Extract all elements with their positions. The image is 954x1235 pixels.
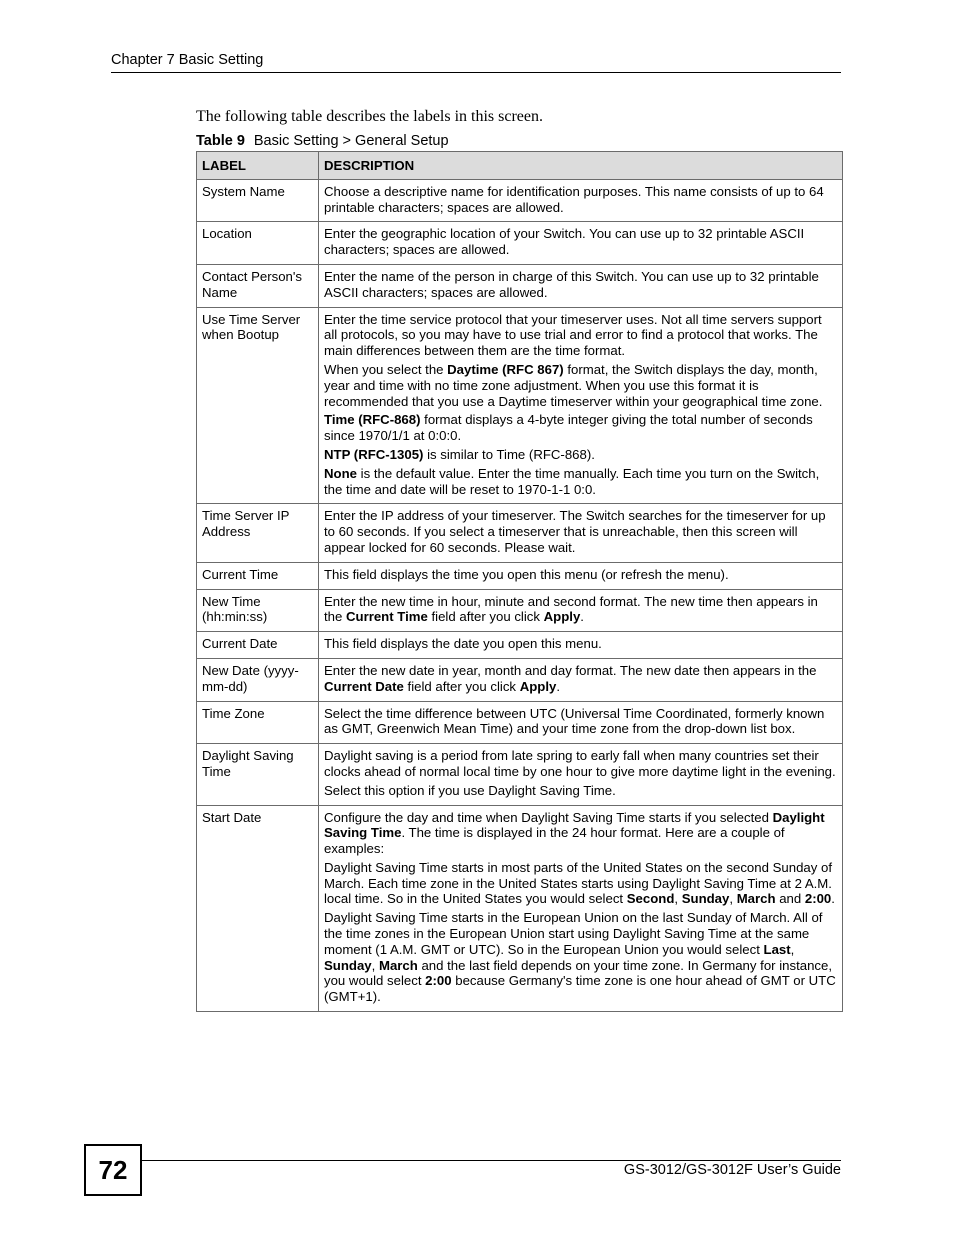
text-segment: Select the time difference between UTC (Universal Time Coordinated, formerly known as GMT, Greenwich Mean Time) and your time zone from the drop-down list box. [324,705,825,737]
intro-text: The following table describes the labels in this screen. [196,108,544,125]
text-segment: This field displays the date you open this menu. [324,636,602,652]
row-description [319,264,843,307]
text-segment: . [556,678,560,694]
description-table [196,151,843,1012]
table-row [197,701,843,744]
text-segment: . The time is displayed in the 24 hour format. Here are a couple of examples: [324,825,785,857]
text-segment: This field displays the time you open this menu (or refresh the menu). [324,566,729,582]
label-column-header: LABEL [197,152,319,180]
bold-term: March [736,891,776,907]
row-description [319,744,843,805]
bold-term: NTP (RFC-1305) [324,446,424,462]
text-segment: , [790,941,795,957]
text-segment: Daylight Saving Time starts in most parts of the United States on the second Sunday of March. Each time zone in the United States starts using Daylight Saving Time at 2 A.M. local time. So in the United States you would select [324,859,832,907]
table-header-row [197,152,843,180]
bold-term: Apply [519,678,557,694]
description-column-header: DESCRIPTION [319,152,843,180]
bold-term: 2:00 [804,891,832,907]
table-row [197,179,843,222]
description-paragraph [324,663,837,695]
text-segment: . [580,609,584,625]
text-segment: format displays a 4-byte integer giving the total number of seconds since 1970/1/1 at 0:0:0. [324,412,813,444]
row-description [319,179,843,222]
row-description [319,632,843,659]
page-number-box [84,1144,142,1196]
description-paragraph [324,748,837,780]
text-segment: , [729,891,737,907]
text-segment: , [371,957,379,973]
description-paragraph [324,269,837,301]
row-label: Use Time Server when Bootup [197,307,319,504]
text-segment: Enter the geographic location of your Switch. You can use up to 32 printable ASCII characters; spaces are allowed. [324,226,805,258]
text-segment: , [674,891,682,907]
description-paragraph [324,312,837,359]
text-segment: field after you click [427,609,544,625]
bold-term: Daylight Saving Time [324,809,825,841]
table-body [197,179,843,1011]
row-label: Current Date [197,632,319,659]
bold-term: Apply [543,609,581,625]
description-paragraph [324,706,837,738]
guide-title: GS-3012/GS-3012F User’s Guide [623,1162,841,1178]
table-row [197,632,843,659]
row-label: Contact Person's Name [197,264,319,307]
page-number: 72 [98,1154,128,1185]
row-description [319,701,843,744]
row-description [319,222,843,265]
text-segment: Daylight saving is a period from late spring to early fall when many countries set their clocks ahead of normal local time by one hour to give more daytime light in the evening. [324,748,836,779]
row-label: Location [197,222,319,265]
row-label: Time Zone [197,701,319,744]
row-label: Time Server IP Address [197,504,319,562]
table-number: Table 9 [196,133,245,149]
table-row [197,307,843,504]
row-label: System Name [197,179,319,222]
description-paragraph [324,184,837,216]
table-row [197,504,843,562]
text-segment: format, the Switch displays the day, month, year and time with no time zone adjustment. When you use this format it is recommended that you use a Daytime timeserver within your geographical time zone. [324,361,823,409]
row-description [319,307,843,504]
row-description [319,589,843,632]
description-paragraph [324,447,837,463]
text-segment: Enter the IP address of your timeserver. The Switch searches for the timeserver for up to 60 seconds. If you select a timeserver that is unreachable, then this screen will appear locked for 60 seconds. Please wait. [324,508,826,555]
table-row [197,222,843,265]
text-segment: Select this option if you use Daylight Saving Time. [324,782,616,798]
row-label: New Time (hh:min:ss) [197,589,319,632]
row-description [319,658,843,701]
text-segment: Enter the new time in hour, minute and second format. The new time then appears in the [324,593,818,625]
description-paragraph [324,412,837,444]
description-paragraph [324,362,837,409]
row-description [319,504,843,562]
text-segment: and [775,891,805,907]
bold-term: March [378,957,418,973]
text-segment: is similar to Time (RFC-868). [423,446,595,462]
text-segment: Configure the day and time when Daylight Saving Time starts if you selected [324,809,773,825]
bold-term: Second [626,891,675,907]
bold-term: Current Time [346,609,428,625]
bold-term: Time (RFC-868) [324,412,421,428]
text-segment: Choose a descriptive name for identification purposes. This name consists of up to 64 printable characters; spaces are allowed. [324,183,824,215]
row-label: Start Date [197,805,319,1012]
row-description [319,562,843,589]
bold-term: Sunday [681,891,730,907]
bold-term: Current Date [324,678,404,694]
row-label: Daylight Saving Time [197,744,319,805]
description-paragraph [324,783,837,799]
description-paragraph [324,910,837,1005]
bold-term: Last [763,941,791,957]
chapter-header [111,52,841,73]
description-paragraph [324,567,837,583]
text-segment: Daylight Saving Time starts in the European Union on the last Sunday of March. All of the time zones in the European Union start using Daylight Saving Time at the same moment (1 A.M. GMT or UTC). So in the European Union you would select [324,910,823,957]
description-paragraph [324,226,837,258]
footer-rule [140,1160,841,1161]
chapter-title: Chapter 7 Basic Setting [111,52,264,68]
bold-term: Sunday [324,957,372,973]
row-label: Current Time [197,562,319,589]
text-segment: . [831,891,835,907]
bold-term: 2:00 [425,973,452,989]
description-paragraph [324,810,837,857]
text-segment: field after you click [403,678,520,694]
row-description [319,805,843,1012]
text-segment: Enter the new date in year, month and day format. The new date then appears in the [324,662,817,678]
text-segment: Enter the time service protocol that your timeserver uses. Not all time servers support all protocols, so you may have to use trial and error to find a protocol that works. The main differences between them are the time format. [324,311,822,359]
table-row [197,562,843,589]
table-row [197,805,843,1012]
description-paragraph [324,508,837,555]
text-segment: When you select the [324,361,448,377]
table-caption [196,133,449,149]
table-title: Basic Setting > General Setup [253,133,449,149]
text-segment: because Germany's time zone is one hour ahead of GMT or UTC (GMT+1). [324,973,836,1005]
bold-term: None [324,465,357,481]
row-label: New Date (yyyy-mm-dd) [197,658,319,701]
text-segment: is the default value. Enter the time manually. Each time you turn on the Switch, the time and date will be reset to 1970-1-1 0:0. [324,465,820,497]
bold-term: Daytime (RFC 867) [447,361,564,377]
description-paragraph [324,594,837,626]
table-row [197,658,843,701]
table-row [197,589,843,632]
text-segment: and the last field depends on your time zone. In Germany for instance, you would select [324,957,832,989]
description-paragraph [324,636,837,652]
table-row [197,264,843,307]
description-paragraph [324,860,837,907]
table-row [197,744,843,805]
text-segment: Enter the name of the person in charge of this Switch. You can use up to 32 printable ASCII characters; spaces are allowed. [324,268,819,300]
description-paragraph [324,466,837,498]
